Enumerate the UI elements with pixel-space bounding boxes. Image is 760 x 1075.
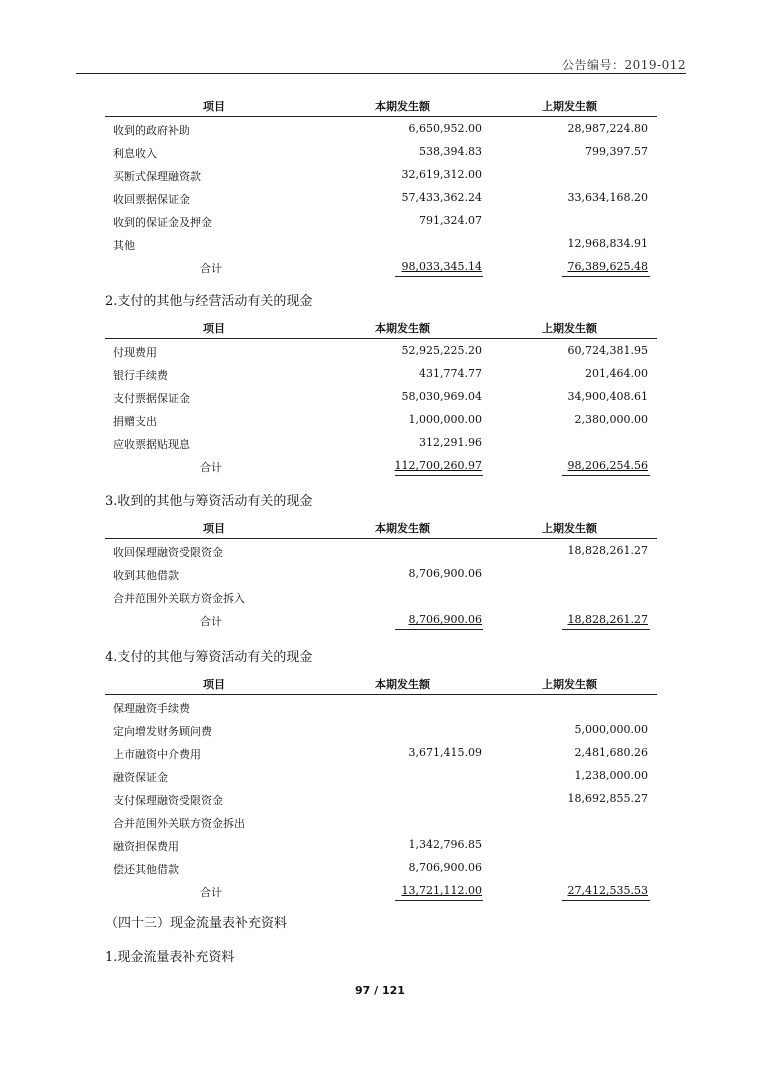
table-row [105, 539, 657, 562]
row-label: 合并范围外关联方资金拆入 [113, 592, 245, 605]
row-label: 偿还其他借款 [113, 863, 179, 876]
table-row [105, 833, 657, 856]
prior-period-value: 12,968,834.91 [567, 237, 648, 250]
total-row [105, 255, 657, 278]
table-row [105, 787, 657, 810]
current-period-value: 1,342,796.85 [408, 838, 482, 851]
cashflow-table [105, 318, 657, 477]
prior-period-value: 33,634,168.20 [567, 191, 648, 204]
prior-period-value: 18,692,855.27 [567, 792, 648, 805]
column-header: 本期发生额 [375, 100, 430, 113]
table-row [105, 209, 657, 232]
column-header: 上期发生额 [542, 522, 597, 535]
prior-period-value: 5,000,000.00 [574, 723, 648, 736]
total-row [105, 608, 657, 631]
row-label: 定向增发财务顾问费 [113, 725, 212, 738]
double-underline [395, 629, 483, 630]
table-row [105, 163, 657, 186]
table-row [105, 408, 657, 431]
double-underline [562, 900, 650, 901]
current-period-value: 431,774.77 [419, 367, 482, 380]
table-row [105, 764, 657, 787]
total-label: 合计 [200, 262, 222, 275]
row-label: 融资保证金 [113, 771, 168, 784]
current-period-value: 8,706,900.06 [408, 567, 482, 580]
column-header: 本期发生额 [375, 322, 430, 335]
table-row [105, 431, 657, 454]
prior-period-value: 1,238,000.00 [574, 769, 648, 782]
table-row [105, 718, 657, 741]
column-header: 项目 [203, 522, 225, 535]
prior-period-value: 2,481,680.26 [574, 746, 648, 759]
current-period-value: 32,619,312.00 [401, 168, 482, 181]
row-label: 银行手续费 [113, 369, 168, 382]
table-header [105, 96, 657, 117]
table-2-title: 3.收到的其他与筹资活动有关的现金 [105, 494, 313, 509]
total-row [105, 454, 657, 477]
total-label: 合计 [200, 615, 222, 628]
current-period-total: 8,706,900.06 [408, 613, 482, 626]
current-period-value: 791,324.07 [419, 214, 482, 227]
current-period-value: 52,925,225.20 [401, 344, 482, 357]
double-underline [562, 629, 650, 630]
row-label: 上市融资中介费用 [113, 748, 201, 761]
prior-period-value: 2,380,000.00 [574, 413, 648, 426]
prior-period-value: 18,828,261.27 [567, 544, 648, 557]
column-header: 上期发生额 [542, 322, 597, 335]
column-header: 本期发生额 [375, 678, 430, 691]
current-period-value: 312,291.96 [419, 436, 482, 449]
total-label: 合计 [200, 886, 222, 899]
double-underline [562, 475, 650, 476]
row-label: 收到的政府补助 [113, 124, 190, 137]
table-header [105, 318, 657, 339]
current-period-total: 112,700,260.97 [394, 459, 482, 472]
table-row [105, 339, 657, 362]
row-label: 捐赠支出 [113, 415, 157, 428]
row-label: 收到其他借款 [113, 569, 179, 582]
table-row [105, 695, 657, 718]
table-row [105, 117, 657, 140]
header-rule [76, 73, 686, 74]
current-period-total: 98,033,345.14 [401, 260, 482, 273]
column-header: 本期发生额 [375, 522, 430, 535]
subsection-1-title: 1.现金流量表补充资料 [105, 950, 235, 965]
table-row [105, 385, 657, 408]
row-label: 利息收入 [113, 147, 157, 160]
row-label: 收到的保证金及押金 [113, 216, 212, 229]
prior-period-total: 27,412,535.53 [567, 884, 648, 897]
prior-period-value: 799,397.57 [585, 145, 648, 158]
column-header: 项目 [203, 100, 225, 113]
table-row [105, 585, 657, 608]
prior-period-value: 60,724,381.95 [567, 344, 648, 357]
table-row [105, 362, 657, 385]
prior-period-total: 98,206,254.56 [567, 459, 648, 472]
current-period-value: 58,030,969.04 [401, 390, 482, 403]
prior-period-total: 18,828,261.27 [567, 613, 648, 626]
row-label: 应收票据贴现息 [113, 438, 190, 451]
table-3-title: 4.支付的其他与筹资活动有关的现金 [105, 650, 313, 665]
table-header [105, 674, 657, 695]
double-underline [562, 276, 650, 277]
table-row [105, 232, 657, 255]
cashflow-table [105, 674, 657, 902]
table-header [105, 518, 657, 539]
notice-number: 公告编号：2019-012 [562, 58, 686, 72]
total-row [105, 879, 657, 902]
current-period-value: 8,706,900.06 [408, 861, 482, 874]
prior-period-value: 34,900,408.61 [567, 390, 648, 403]
current-period-value: 538,394.83 [419, 145, 482, 158]
row-label: 融资担保费用 [113, 840, 179, 853]
current-period-value: 1,000,000.00 [408, 413, 482, 426]
row-label: 收回票据保证金 [113, 193, 190, 206]
table-row [105, 810, 657, 833]
section-43-title: （四十三）现金流量表补充资料 [105, 916, 288, 931]
cashflow-table [105, 96, 657, 278]
prior-period-value: 28,987,224.80 [567, 122, 648, 135]
table-1-title: 2.支付的其他与经营活动有关的现金 [105, 294, 313, 309]
prior-period-value: 201,464.00 [585, 367, 648, 380]
prior-period-total: 76,389,625.48 [567, 260, 648, 273]
double-underline [395, 276, 483, 277]
row-label: 保理融资手续费 [113, 702, 190, 715]
row-label: 付现费用 [113, 346, 157, 359]
row-label: 支付保理融资受限资金 [113, 794, 223, 807]
current-period-value: 57,433,362.24 [401, 191, 482, 204]
row-label: 买断式保理融资款 [113, 170, 201, 183]
table-row [105, 856, 657, 879]
column-header: 项目 [203, 678, 225, 691]
column-header: 上期发生额 [542, 678, 597, 691]
cashflow-table [105, 518, 657, 631]
table-row [105, 140, 657, 163]
table-row [105, 186, 657, 209]
page-number: 97 / 121 [355, 984, 405, 997]
current-period-value: 6,650,952.00 [408, 122, 482, 135]
row-label: 其他 [113, 239, 135, 252]
table-row [105, 741, 657, 764]
current-period-total: 13,721,112.00 [401, 884, 482, 897]
double-underline [395, 475, 483, 476]
row-label: 合并范围外关联方资金拆出 [113, 817, 245, 830]
row-label: 收回保理融资受限资金 [113, 546, 223, 559]
table-row [105, 562, 657, 585]
double-underline [395, 900, 483, 901]
column-header: 上期发生额 [542, 100, 597, 113]
row-label: 支付票据保证金 [113, 392, 190, 405]
total-label: 合计 [200, 461, 222, 474]
column-header: 项目 [203, 322, 225, 335]
current-period-value: 3,671,415.09 [408, 746, 482, 759]
